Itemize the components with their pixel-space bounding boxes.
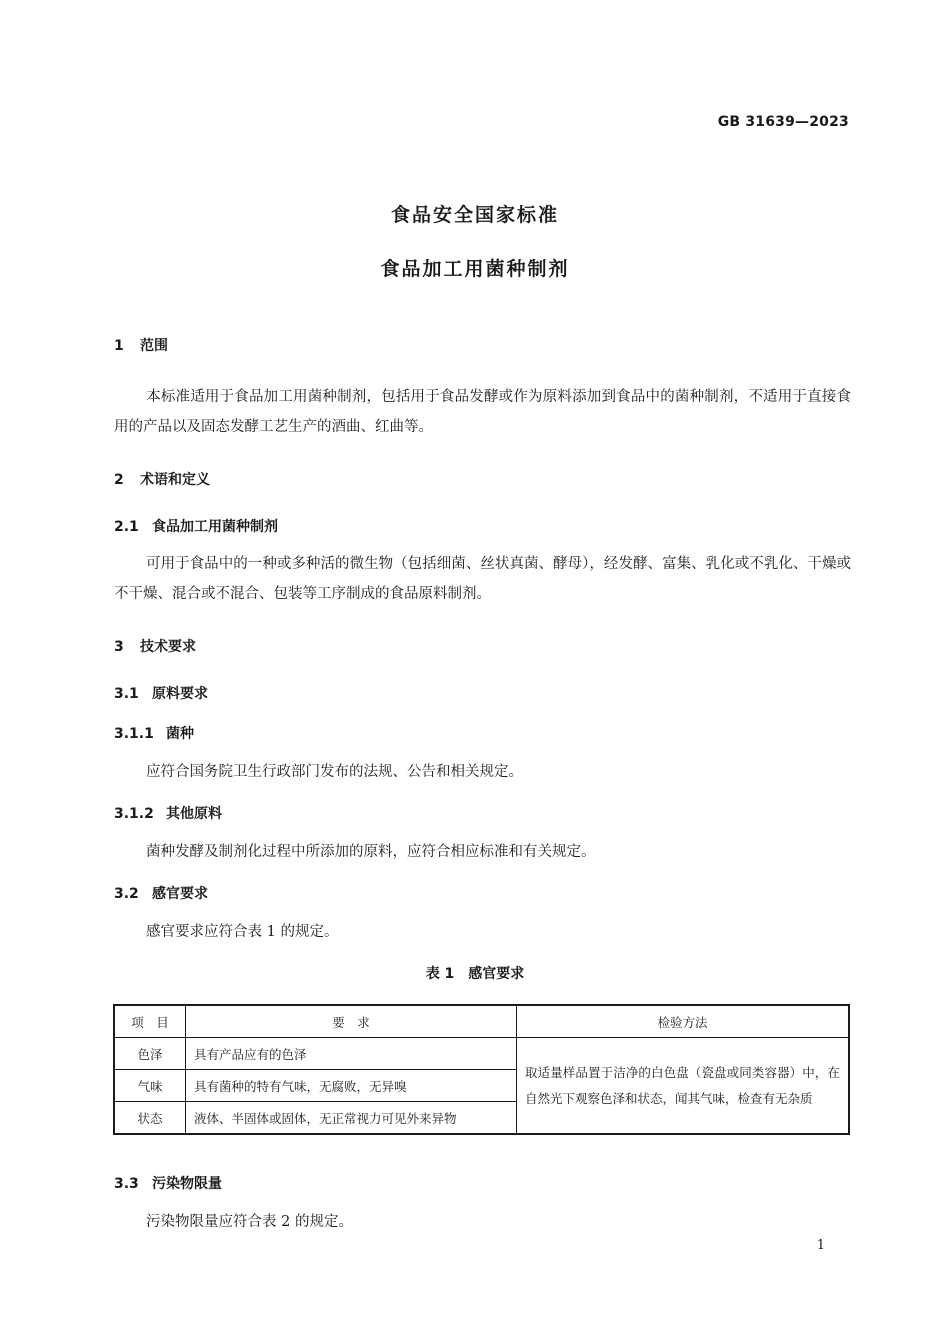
table-cell-item: 状态 [114,1102,186,1135]
table-header-row [114,1005,849,1038]
column-header-item: 项 目 [114,1005,186,1038]
table-cell-requirement: 液体、半固体或固体，无正常视力可见外来异物 [186,1102,517,1135]
column-header-requirement: 要 求 [186,1005,517,1038]
document-subtitle: 食品加工用菌种制剂 [380,258,570,280]
table-cell-item: 气味 [114,1070,186,1102]
section-3-1-1-heading: 3.1.1 菌种 [114,726,194,742]
section-3-1-2-paragraph: 菌种发酵及制剂化过程中所添加的原料，应符合相应标准和有关规定。 [146,844,596,860]
section-3-1-heading: 3.1 原料要求 [114,686,208,702]
table-1-caption: 表 1 感官要求 [425,966,525,982]
table-cell-requirement: 具有产品应有的色泽 [186,1038,517,1070]
section-1-heading: 1 范围 [114,338,168,354]
section-3-2-heading: 3.2 感官要求 [114,886,208,902]
section-3-3-paragraph: 污染物限量应符合表 2 的规定。 [146,1214,353,1230]
table-cell-requirement: 具有菌种的特有气味，无腐败，无异嗅 [186,1070,517,1102]
section-3-1-2-heading: 3.1.2 其他原料 [114,806,222,822]
section-2-1-heading: 2.1 食品加工用菌种制剂 [114,519,278,535]
column-header-method: 检验方法 [517,1005,850,1038]
section-3-3-heading: 3.3 污染物限量 [114,1176,222,1192]
section-2-1-paragraph: 可用于食品中的一种或多种活的微生物（包括细菌、丝状真菌、酵母），经发酵、富集、乳化或不乳化、干燥或不干燥、混合或不混合、包装等工序制成的食品原料制剂。 [114,556,851,602]
table-1 [113,1004,850,1135]
document-title: 食品安全国家标准 [390,204,559,226]
page-number: 1 [816,1238,825,1253]
table-row [114,1038,849,1070]
section-3-2-paragraph: 感官要求应符合表 1 的规定。 [146,924,339,940]
table-cell-method: 取适量样品置于洁净的白色盘（瓷盘或同类容器）中，在自然光下观察色泽和状态，闻其气味，检查有无杂质 [517,1038,850,1135]
section-3-1-1-paragraph: 应符合国务院卫生行政部门发布的法规、公告和相关规定。 [146,764,523,780]
standard-code: GB 31639—2023 [717,114,849,130]
section-2-heading: 2 术语和定义 [114,472,210,488]
section-1-paragraph: 本标准适用于食品加工用菌种制剂，包括用于食品发酵或作为原料添加到食品中的菌种制剂，不适用于直接食用的产品以及固态发酵工艺生产的酒曲、红曲等。 [114,389,851,435]
section-3-heading: 3 技术要求 [114,639,196,655]
table-cell-item: 色泽 [114,1038,186,1070]
